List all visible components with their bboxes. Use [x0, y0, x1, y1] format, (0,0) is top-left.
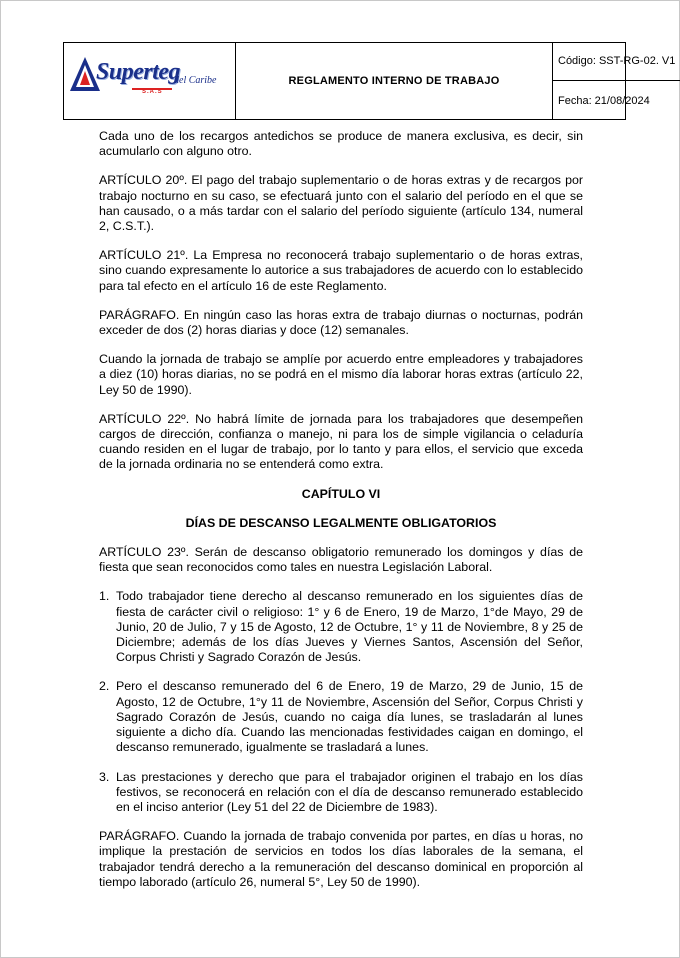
paragraph: PARÁGRAFO. En ningún caso las horas extra de trabajo diurnas o nocturnas, podrán exceder de dos (2) horas diarias y doce (12) semanales. [99, 307, 583, 338]
list-item [99, 589, 583, 665]
list-item-number: 2. [99, 679, 110, 694]
paragraph: PARÁGRAFO. Cuando la jornada de trabajo convenida por partes, en días u horas, no implique la prestación de servicios en todos los días laborales de la semana, el trabajador tendrá derecho a la remuneración del descanso dominical en proporción al tiempo laborado (artículo 26, numeral 5°, Ley 50 de 1990). [99, 829, 583, 889]
paragraph: Cuando la jornada de trabajo se amplíe por acuerdo entre empleadores y trabajadores a diez (10) horas diarias, no se podrá en el mismo día laborar horas extras (artículo 22, Ley 50 de 1990). [99, 352, 583, 397]
chapter-number: CAPÍTULO VI [301, 486, 381, 501]
paragraph: Cada uno de los recargos antedichos se produce de manera exclusiva, es decir, sin acumularlo con alguno otro. [99, 129, 583, 159]
document-title: REGLAMENTO INTERNO DE TRABAJO [236, 43, 553, 119]
document-code: Código: SST-RG-02. V1 [558, 55, 676, 67]
paragraph: ARTÍCULO 21º. La Empresa no reconocerá trabajo suplementario o de horas extras, sino cuando expresamente lo autorice a sus trabajadores de acuerdo con lo establecido para tal efecto en el artículo 16 de este Reglamento. [99, 248, 583, 293]
paragraph: ARTÍCULO 20º. El pago del trabajo suplementario o de horas extras y de recargos por trabajo nocturno en su caso, se efectuará junto con el salario del período en el que se han causado, o a más tardar con el salario del período siguiente (artículo 134, numeral 2, C.S.T.). [99, 173, 583, 234]
list-item-number: 1. [99, 589, 110, 604]
document-body [99, 129, 583, 904]
date-cell [553, 81, 680, 119]
paragraph: ARTÍCULO 22º. No habrá límite de jornada para los trabajadores que desempeñen cargos de dirección, confianza o manejo, ni para los de simple vigilancia o celaduría cuando residen en el lugar de trabajo, por lo tanto y para ellos, el servicio que exceda de la jornada ordinaria no se entenderá como extra. [99, 411, 583, 472]
logo-tag: S.A.S [142, 89, 163, 95]
code-cell [553, 43, 680, 81]
logo-subtext: del Caribe [174, 75, 217, 86]
list-item-text: Pero el descanso remunerado del 6 de Enero, 19 de Marzo, 29 de Junio, 15 de Agosto, 12 de Octubre, 1°y 11 de Noviembre, Ascensión del Señor, Corpus Christi y Sagrado Corazón de Jesús, cuando no caiga día lunes, se trasladarán al lunes siguiente a dicho día. Cuando las mencionadas festividades caigan en domingo, el descanso remunerado, igualmente se trasladará a lunes. [116, 679, 583, 755]
article-paragraph: ARTÍCULO 23º. Serán de descanso obligatorio remunerado los domingos y días de fiesta que sean reconocidos como tales en nuestra Legislación Laboral. [99, 545, 583, 575]
document-header [63, 42, 676, 120]
list-item [99, 770, 583, 816]
chapter-title: DÍAS DE DESCANSO LEGALMENTE OBLIGATORIOS [185, 515, 497, 530]
list-item [99, 679, 583, 755]
document-date: Fecha: 21/08/2024 [558, 95, 650, 107]
list-item-text: Las prestaciones y derecho que para el trabajador originen el trabajo en los días festivos, se reconocerá en relación con el día de descanso remunerado establecido en el inciso anterior (Ley 51 del 22 de Diciembre de 1983). [116, 769, 583, 814]
list-item-text: Todo trabajador tiene derecho al descanso remunerado en los siguientes días de fiesta de carácter civil o religioso: 1° y 6 de Enero, 19 de Marzo, 1°de Mayo, 29 de Junio, 20 de Julio, 7 y 15 de Agosto, 12 de Octubre, 1° y 11 de Noviembre, 8 y 25 de Diciembre; además de los días Jueves y Viernes Santos, Ascensión del Señor, Corpus Christi y Sagrado Corazón de Jesús. [116, 589, 583, 665]
list-item-number: 3. [99, 769, 110, 784]
holiday-list [99, 589, 583, 815]
company-logo [68, 57, 233, 107]
logo-cell [64, 43, 236, 119]
logo-text: Superteg [96, 59, 181, 85]
